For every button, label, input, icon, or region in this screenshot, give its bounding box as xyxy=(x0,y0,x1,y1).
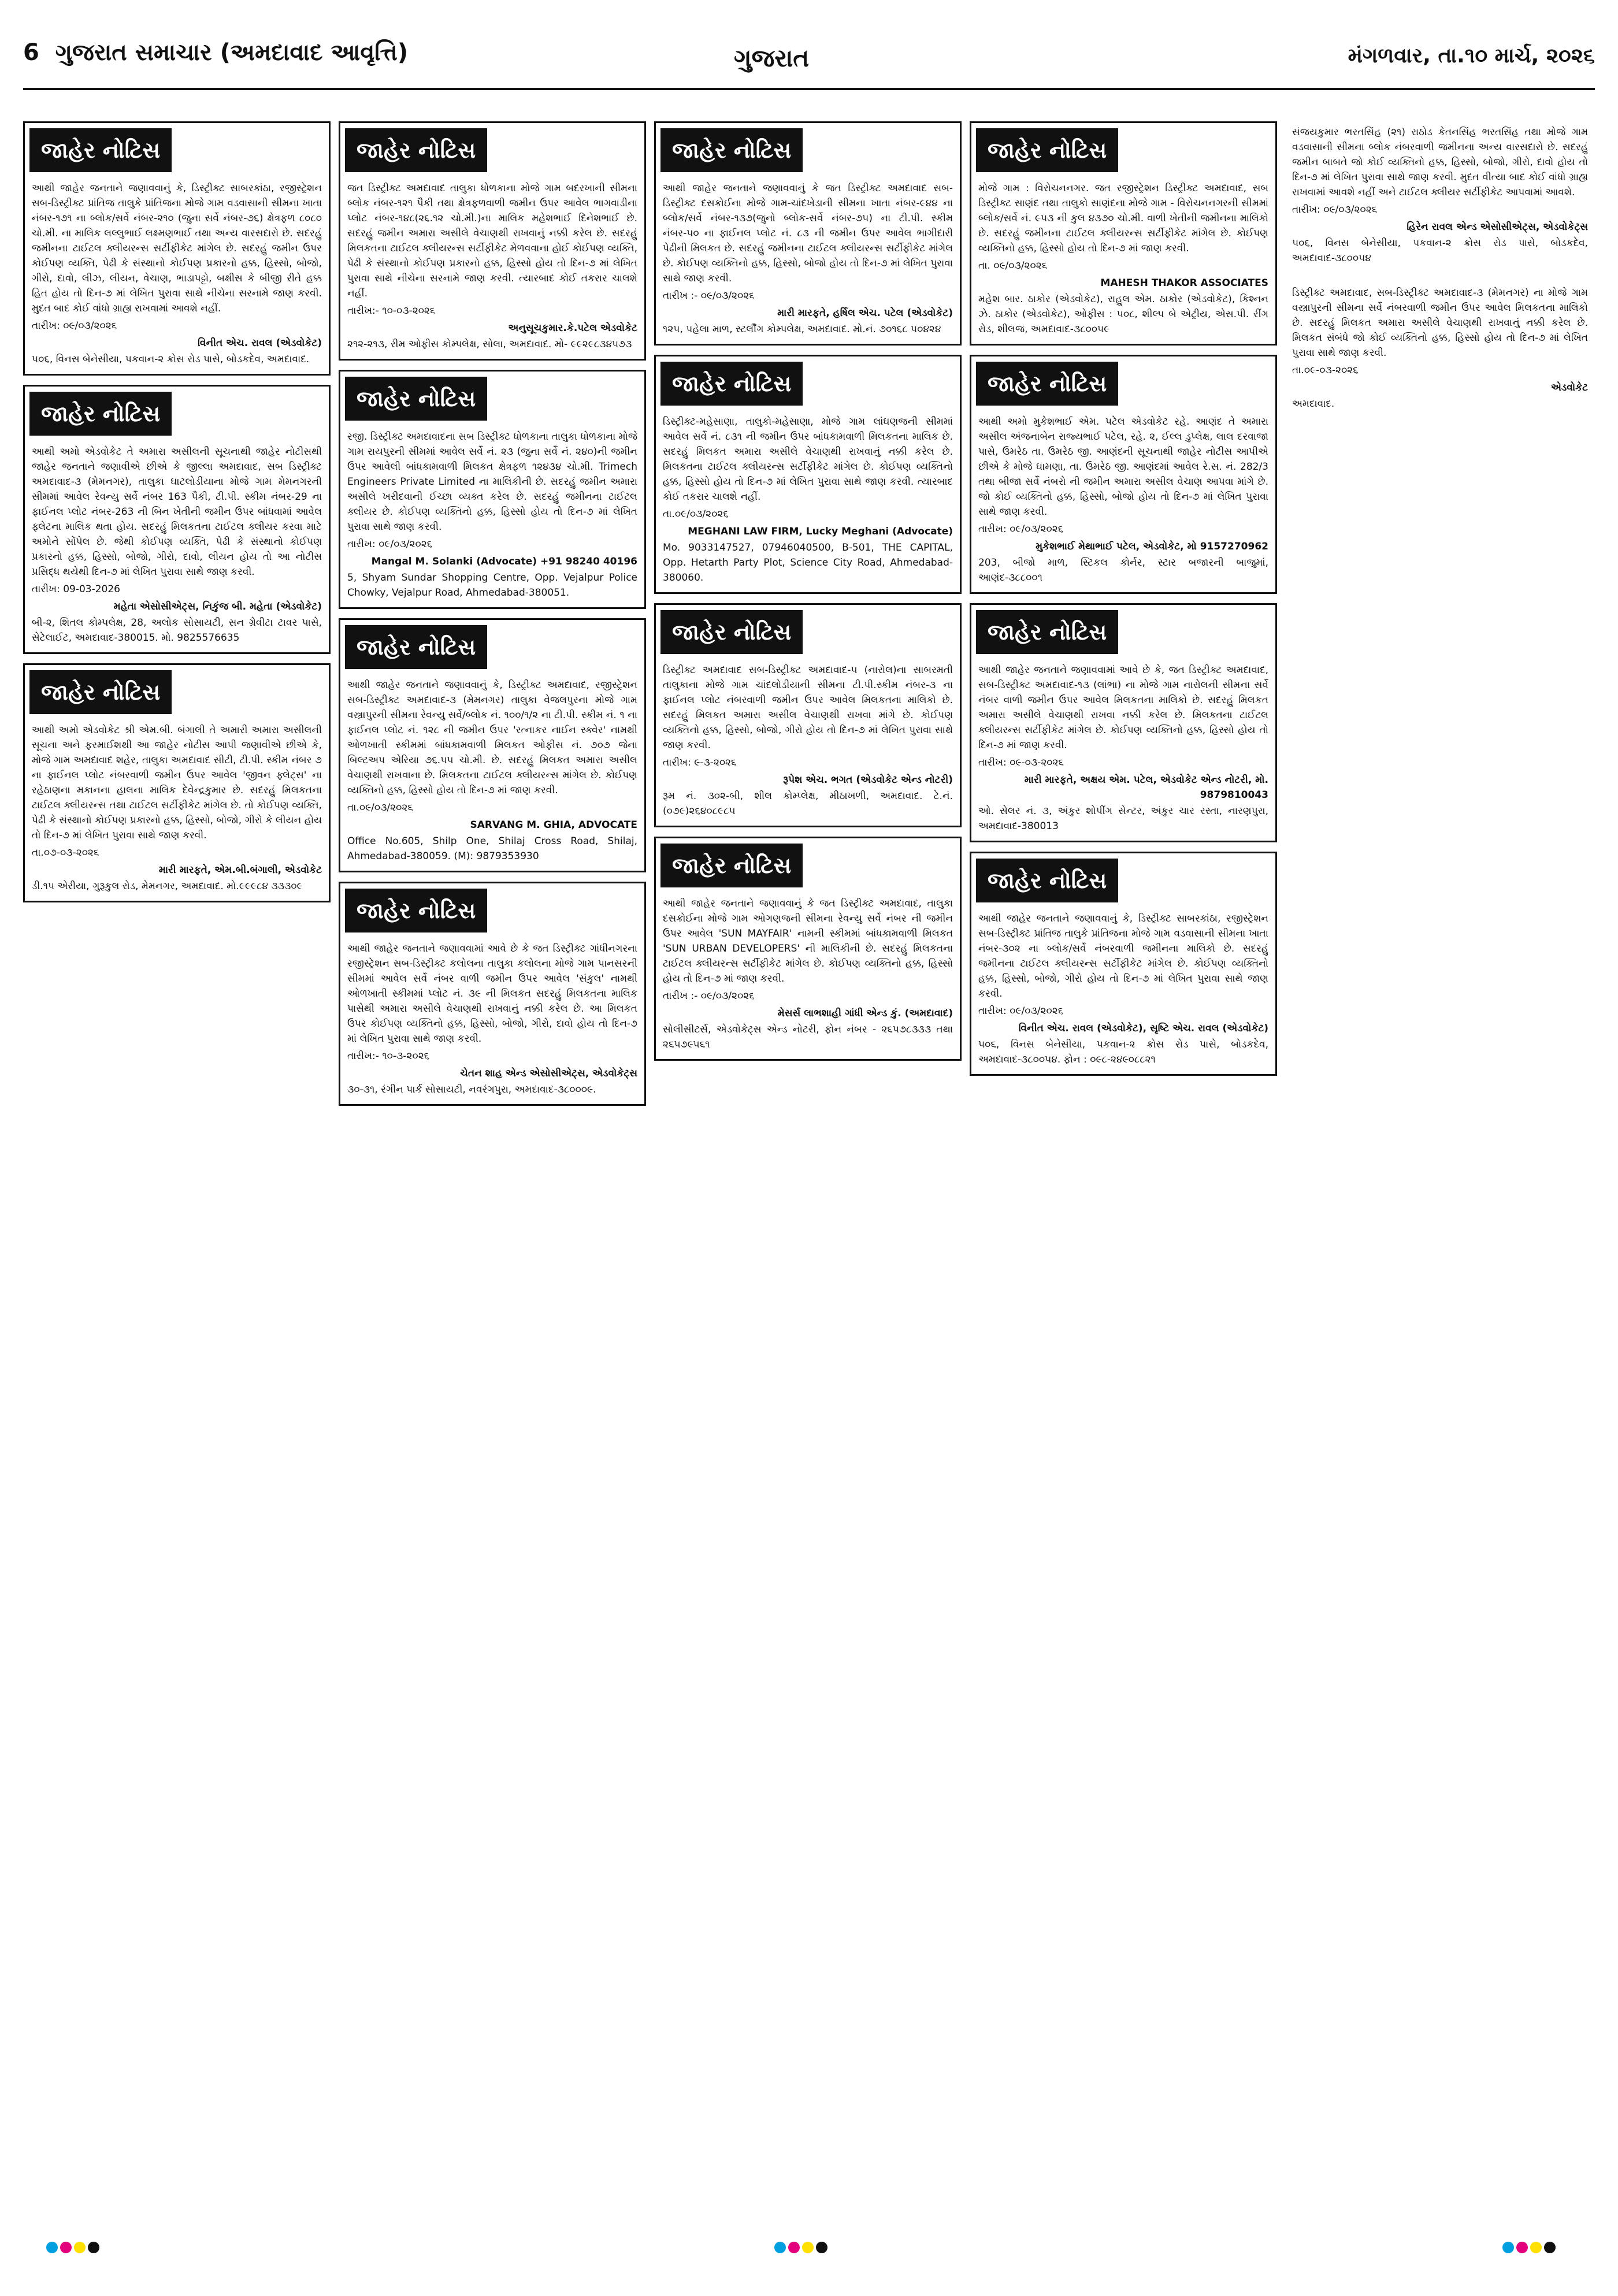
notice-date: તારીખ:- ૧૦-૦૩-૨૦૨૬ xyxy=(347,305,436,317)
column-3 xyxy=(654,121,962,2219)
notice-header xyxy=(25,387,329,441)
notice-header xyxy=(971,123,1275,177)
notice-text: જત ડિસ્ટ્રીક્ટ અમદાવાદ તાલુકા ધોળકાના મોજે ગામ બદરખાની સીમના બ્લોક નંબર-૧૨૧ પૈકી તથા ક્ષેત્રફળવાળી જમીન ઉપર આવેલ ભાગવાડીના પ્લોટ નંબર-૧૪૮(૨૬.૧૨ ચો.મી.)ના માલિક મહેશભાઈ દિનેશભાઈ છે. સદરહું જમીન અમારા અસીલે વેચાણથી રાખવાનું નક્કી કરેલ છે. સદરહું મિલકતના ટાઈટલ ક્લીયરન્સ સર્ટીફીકેટ મેળવવાના હોઈ કોઈપણ વ્યક્તિ, પેઢી કે સંસ્થાનો કોઈપણ પ્રકારનો હક્ક, હિસ્સો હોય તો દિન-૭ માં લેખિત પુરાવા સાથે નીચેના સરનામે જાણ કરવી. ત્યારબાદ કોઈ તકરાર ચાલશે નહીં. xyxy=(347,183,637,299)
newspaper-name: ગુજરાત સમાચાર (અમદાવાદ આવૃત્તિ) xyxy=(55,39,409,66)
notice-title: જાહેર નોટિસ xyxy=(976,128,1118,172)
notice-title: જાહેર નોટિસ xyxy=(660,844,803,887)
registration-dot xyxy=(88,2242,99,2253)
notice-signature: મહેતા એસોસીએટ્સ, નિકુંજ બી. મહેતા (એડવોકેટ) xyxy=(113,601,322,612)
notice-header xyxy=(340,883,644,938)
notice-body xyxy=(971,908,1275,1074)
notice-date: તારીખ: ૯-૩-૨૦૨૬ xyxy=(663,757,737,768)
notice-header xyxy=(656,605,960,659)
notice-body xyxy=(1285,121,1595,273)
notice-body xyxy=(971,177,1275,344)
notice-date: તારીખ: ૦૯/૦૩/૨૦૨૬ xyxy=(978,523,1064,535)
notice-title: જાહેર નોટિસ xyxy=(345,625,487,669)
notice-body xyxy=(656,659,960,826)
notice-body xyxy=(25,719,329,901)
notice-date: તા.૦૭-૦૩-૨૦૨૬ xyxy=(32,847,99,859)
public-notice xyxy=(339,882,646,1106)
notice-address: બી-૨, શિતલ કોમ્પલેક્ષ, 28, અલોક સોસાયટી, સન ગ્રેવીટા ટાવર પાસે, સેટેલાઈટ, અમદાવાદ-380015. મો. 9825576635 xyxy=(32,617,322,644)
notice-title: જાહેર નોટિસ xyxy=(976,362,1118,406)
notice-address: રૂમ નં. ૩૦૨-બી, શીલ કોમ્પ્લેક્ષ, મીઠાખળી, અમદાવાદ. ટે.નં.(૦૭૯)૨૬૪૦૮૯૮૫ xyxy=(663,790,953,817)
registration-dot xyxy=(816,2242,827,2253)
registration-marks-right xyxy=(1502,2242,1572,2256)
notice-header xyxy=(340,371,644,426)
notice-body xyxy=(656,177,960,344)
notice-header xyxy=(971,853,1275,908)
notice-continuation xyxy=(1285,282,1595,418)
notice-date: તારીખ: ૦૯/૦૩/૨૦૨૬ xyxy=(32,320,117,332)
public-notice xyxy=(970,603,1277,842)
public-notice xyxy=(339,618,646,872)
notice-body xyxy=(25,441,329,652)
notice-title: જાહેર નોટિસ xyxy=(345,128,487,172)
page-header xyxy=(23,35,1595,98)
notice-header xyxy=(340,620,644,674)
notice-text: આથી જાહેર જનતાને જણાવવાનું કે જત ડિસ્ટ્રીક્ટ અમદાવાદ, તાલુકા દસક્રોઈના મોજે ગામ ઓગણજની સીમના રેવન્યુ સર્વે નંબર ની જમીન ઉપર આવેલ 'SUN MAYFAIR' નામની સ્કીમમાં બાંધકામવાળી મિલકત 'SUN URBAN DEVELOPERS' ની માલિકીની છે. સદરહું મિલકતના ટાઈટલ ક્લીયરન્સ સર્ટીફીકેટ માંગેલ છે. કોઈપણ વ્યક્તિનો હક્ક, હિસ્સો હોય તો દિન-૭ માં જાણ કરવી. xyxy=(663,898,953,984)
notice-text: આથી જાહેર જનતાને જણાવવાનું કે, ડિસ્ટ્રીક્ટ સાબરકાંઠા, રજીસ્ટ્રેશન સબ-ડિસ્ટ્રીક્ટ પ્રાંતિજ તાલુકે પ્રાંતિજના મોજે ગામ વડવાસાની સીમના ખાતા નંબર-૧૭૧ ના બ્લોક/સર્વે નંબર-૨૧૦ (જુના સર્વે નંબર-૭૬) ક્ષેત્રફળ ૮૦૮૦ ચો.મી. ના માલિક લલ્લુભાઈ લક્ષ્મણભાઈ તથા અન્ય વારસદારો છે. સદરહું જમીનના ટાઈટલ ક્લીયરન્સ સર્ટીફીકેટ માંગેલ છે. સદરહું જમીન ઉપર કોઈપણ વ્યક્તિ, પેઢી કે સંસ્થાનો કોઈપણ પ્રકારનો હક્ક, હિસ્સો, બોજો, ગીરો, દાવો, લીઝ, લીયન, વેચાણ, ભાડાપટ્ટો, બક્ષીસ કે બીજી રીતે હક્ક હિત હોય તો દિન-૭ માં લેખિત પુરાવા સાથે નીચેના સરનામે જાણ કરવી. મુદત બાદ કોઈ વાંધો ગ્રાહ્ય રાખવામાં આવશે નહીં. xyxy=(32,183,322,314)
notice-title: જાહેર નોટિસ xyxy=(345,889,487,932)
column-5 xyxy=(1285,121,1595,2219)
notice-signature: અનુસૂચકુમાર.કે.પટેલ એડવોકેટ xyxy=(508,322,637,334)
notice-text: ડિસ્ટ્રીક્ટ અમદાવાદ સબ-ડિસ્ટ્રીક્ટ અમદાવાદ-૫ (નારોલ)ના સાબરમતી તાલુકાના મોજે ગામ ચાંદલોડીયાની સીમના ટી.પી.સ્કીમ નંબર-૩ ના ફાઈનલ પ્લોટ નંબરવાળી જમીન ઉપર આવેલ મિલકતના માલિકો છે. સદરહું મિલકત અમારા અસીલ વેચાણથી રાખવા માંગે છે. કોઈપણ વ્યક્તિનો હક્ક, હિસ્સો, બોજો, ગીરો હોય તો દિન-૭ માં લેખિત પુરાવા સાથે જાણ કરવી. xyxy=(663,664,953,751)
notice-body xyxy=(656,893,960,1059)
notice-body xyxy=(340,674,644,871)
notice-address: 5, Shyam Sundar Shopping Centre, Opp. Vejalpur Police Chowky, Vejalpur Road, Ahmedabad-380051. xyxy=(347,572,637,599)
notice-body xyxy=(340,426,644,607)
registration-marks-left xyxy=(46,2242,116,2256)
notice-date: તારીખ: 09-03-2026 xyxy=(32,584,120,595)
notice-signature: રૂપેશ એચ. ભગત (એડવોકેટ એન્ડ નોટરી) xyxy=(783,774,953,786)
registration-dot xyxy=(1516,2242,1528,2253)
notice-header xyxy=(971,605,1275,659)
notice-text: રજી. ડિસ્ટ્રીક્ટ અમદાવાદના સબ ડિસ્ટ્રીક્ટ ધોળકાના તાલુકા ધોળકાના મોજે ગામ રાયપુરની સીમમાં આવેલ સર્વે નં. ૨૩ (જુના સર્વે નં. ૨૪૦)ની જમીન ઉપર આવેલી બાંધકામવાળી મિલકત ક્ષેત્રફળ ૧૨૪૩૪ ચો.મી. Trimech Engineers Private Limited ના માલિકીની છે. સદરહું જમીન અમારા અસીલે ખરીદવાની ઈચ્છા વ્યક્ત કરેલ છે. સદરહું જમીનના ટાઈટલ ક્લીયર છે. કોઈપણ વ્યક્તિનો હક્ક, હિસ્સો હોય તો દિન-૭ માં લેખિત પુરાવા સાથે જાણ કરવી. xyxy=(347,431,637,533)
notice-signature: મેસર્સ લાભશાહી ગાંધી એન્ડ કું. (અમદાવાદ) xyxy=(777,1008,953,1019)
notice-signature: એડવોકેટ xyxy=(1550,382,1588,393)
registration-dot xyxy=(46,2242,58,2253)
notice-title: જાહેર નોટિસ xyxy=(976,859,1118,902)
masthead xyxy=(23,39,408,66)
notice-date: તારીખ: ૦૯/૦૩/૨૦૨૬ xyxy=(978,1005,1064,1017)
public-notice xyxy=(23,121,331,376)
notice-text: મોજે ગામ : વિરોચનનગર. જત રજીસ્ટ્રેશન ડિસ્ટ્રીક્ટ અમદાવાદ, સબ ડિસ્ટ્રીક્ટ સાણંદ તથા તાલુકો સાણંદના મોજે ગામ - વિરોચનનગરની સીમમાં બ્લોક/સર્વે નં. ૯૫૩ ની કુલ ૪૩૭૦ ચો.મી. વાળી ખેતીની જમીનના માલિકો છે. સદરહું જમીનના ટાઈટલ ક્લીયરન્સ સર્ટીફીકેટ માંગેલ છે. કોઈપણ વ્યક્તિનો હક્ક, હિસ્સો હોય તો દિન-૭ માં જાણ કરવી. xyxy=(978,183,1268,254)
notice-signature: Mangal M. Solanki (Advocate) +91 98240 40196 xyxy=(371,556,637,567)
column-4 xyxy=(970,121,1277,2219)
notice-title: જાહેર નોટિસ xyxy=(660,362,803,406)
notice-body xyxy=(25,177,329,374)
notice-address: ૫૦૬, વિનસ બેનેસીયા, પકવાન-૨ ક્રોસ રોડ પાસે, બોડકદેવ, અમદાવાદ. xyxy=(32,354,310,365)
notice-text: સંજયકુમાર ભરતસિંહ (૨૧) રાઠોડ કેતનસિંહ ભરતસિંહ તથા મોજે ગામ વડવાસાની સીમના બ્લોક નંબરવાળી જમીનના અન્ય વારસદારો છે. સદરહું જમીન બાબતે જો કોઈ વ્યક્તિનો હક્ક, હિસ્સો, બોજો, ગીરો, દાવો હોય તો દિન-૭ માં લેખિત પુરાવા સાથે જાણ કરવી. મુદત વીત્યા બાદ કોઈ વાંધો ગ્રાહ્ય રાખવામાં આવશે નહીં અને ટાઈટલ ક્લીયર સર્ટીફીકેટ આપવામાં આવશે. xyxy=(1292,127,1588,198)
notice-text: આથી જાહેર જનતાને જણાવવાનું કે, ડિસ્ટ્રીક્ટ સાબરકાંઠા, રજીસ્ટ્રેશન સબ-ડિસ્ટ્રીક્ટ પ્રાંતિજ તાલુકે પ્રાંતિજના મોજે ગામ વડવાસાની સીમના ખાતા નંબર-૩૦૨ ના બ્લોક/સર્વે નંબરવાળી જમીનના માલિકો છે. સદરહું જમીનના ટાઈટલ ક્લીયરન્સ સર્ટીફીકેટ માંગેલ છે. કોઈપણ વ્યક્તિનો હક્ક, હિસ્સો, બોજો, ગીરો હોય તો દિન-૭ માં લેખિત પુરાવા સાથે જાણ કરવી. xyxy=(978,913,1268,1000)
notice-date: તારીખ :- ૦૯/૦૩/૨૦૨૬ xyxy=(663,290,755,302)
notice-header xyxy=(656,123,960,177)
notice-signature: મારી મારફતે, એમ.બી.બંગાલી, એડવોકેટ xyxy=(158,864,322,876)
notice-date: તા.૦૯-૦૩-૨૦૨૬ xyxy=(1292,365,1359,376)
notice-title: જાહેર નોટિસ xyxy=(660,610,803,654)
public-notice xyxy=(23,663,331,902)
notice-body xyxy=(1285,282,1595,418)
notice-text: ડિસ્ટ્રીક્ટ-મહેસાણા, તાલુકો-મહેસાણા, મોજે ગામ લાંઘણજની સીમમાં આવેલ સર્વે નં. ૮૩૧ ની જમીન ઉપર બાંધકામવાળી મિલકતના માલિક છે. સદરહું મિલકત અમારા અસીલે વેચાણથી રાખવાનું નક્કી કરેલ છે. મિલકતના ટાઈટલ ક્લીયરન્સ સર્ટીફીકેટ માંગેલ છે. કોઈપણ વ્યક્તિનો હક્ક, હિસ્સો હોય તો દિન-૭ માં લેખિત પુરાવા સાથે જાણ કરવી. ત્યારબાદ કોઈ તકરાર ચાલશે નહીં. xyxy=(663,416,953,503)
notice-date: તારીખ: ૦૯/૦૩/૨૦૨૬ xyxy=(1292,204,1378,216)
public-notice xyxy=(654,121,962,345)
notice-address: સોલીસીટર્સ, એડવોકેટ્સ એન્ડ નોટરી, ફોન નંબર - ૨૬૫૭૮૩૩૩ તથા ૨૬૫૭૯૫૬૧ xyxy=(663,1024,953,1050)
registration-dot xyxy=(60,2242,72,2253)
notice-signature: MEGHANI LAW FIRM, Lucky Meghani (Advocate) xyxy=(688,526,953,537)
registration-dot xyxy=(74,2242,86,2253)
notice-address: ૫૦૬, વિનસ બેનેસીયા, પકવાન-૨ ક્રોસ રોડ પાસે, બોડકદેવ, અમદાવાદ-૩૮૦૦૫૪ xyxy=(1292,237,1588,264)
notice-text: આથી અમો મુકેશભાઈ એમ. પટેલ એડવોકેટ રહે. આણંદ તે અમારા અસીલ અંજનાબેન રાજ્યભાઈ પટેલ, રહે. ૨, ઈલ્લ ડુપ્લેક્ષ, લાલ દરવાજા પાસે, ઉમરેઠ તા. ઉમરેઠ જી. આણંદની સૂચનાથી જાહેર નોટીસ આપીએ છીએ કે મોજે ઘામણા, તા. ઉમરેઠ જી. આણંદમાં આવેલ રે.સ. નં. 282/3 તથા બીજા સર્વે નંબરો ની જમીન અમારા અસીલ વેચાણ આપવા માંગે છે. જો કોઈ વ્યક્તિનો હક્ક, હિસ્સો, બોજો હોય તો દિન-૭ માં લેખિત પુરાવા સાથે જાણ કરવી. xyxy=(978,416,1268,518)
public-notice xyxy=(339,121,646,361)
notice-body xyxy=(340,177,644,359)
registration-dot xyxy=(1530,2242,1542,2253)
notice-address: ૫૦૬, વિનસ બેનેસીયા, પકવાન-૨ ક્રોસ રોડ પાસે, બોડકદેવ, અમદાવાદ-૩૮૦૦૫૪. ફોન : ૦૯૮-૨૪૯૦૮૮૨૧ xyxy=(978,1039,1268,1065)
notice-address: મહેશ બાર. ઠાકોર (એડવોકેટ), રાહુલ એમ. ઠાકોર (એડવોકેટ), કિશ્નન ઝે. ઠાકોર (એડવોકેટ), ઓફીસ : ૫૦૮, શીલ્પ બે એટ્રીય, એસ.પી. રીંગ રોડ, શીલજ, અમદાવાદ-૩૮૦૦૫૯ xyxy=(978,293,1268,335)
registration-dot xyxy=(1502,2242,1514,2253)
notice-body xyxy=(340,938,644,1104)
notice-signature: મારી મારફતે, અક્ષય એમ. પટેલ, એડવોકેટ એન્ડ નોટરી, મો. 9879810043 xyxy=(1024,774,1268,801)
notice-date: તારીખ: ૦૯/૦૩/૨૦૨૬ xyxy=(347,538,433,550)
notice-signature: મારી મારફતે, હર્ષિલ એચ. પટેલ (એડવોકેટ) xyxy=(777,307,953,319)
public-notice xyxy=(654,603,962,827)
registration-dot xyxy=(802,2242,814,2253)
notice-date: તા.૦૯/૦૩/૨૦૨૬ xyxy=(663,508,729,520)
notice-text: આથી જાહેર જનતાને જણાવવાનું કે જત ડિસ્ટ્રીક્ટ અમદાવાદ સબ-ડિસ્ટ્રીક્ટ દસક્રોઈના મોજે ગામ-ચાંદખેડાની સીમના ખાતા નંબર-૯૪૪ ના બ્લોક/સર્વે નંબર-૧૩૭(જુનો બ્લોક-સર્વે નંબર-૭૫) ના ટી.પી. સ્કીમ નંબર-૫૦ ના ફાઈનલ પ્લોટ નં. ૮૩ ની જમીન ઉપર આવેલ ભાગીદારી પેઢીની મિલકત છે. સદરહું જમીનના ટાઈટલ ક્લીયરન્સ સર્ટીફીકેટ માંગેલ છે. કોઈપણ વ્યક્તિનો હક્ક, હિસ્સો, બોજો હોય તો દિન-૭ માં લેખિત પુરાવા સાથે જાણ કરવી. xyxy=(663,183,953,284)
notice-date: તારીખ: ૦૯-૦૩-૨૦૨૬ xyxy=(978,757,1064,768)
dateline: મંગળવાર, તા.૧૦ માર્ચ, ૨૦૨૬ xyxy=(1348,44,1595,68)
notice-date: તારીખ:- ૧૦-૩-૨૦૨૬ xyxy=(347,1050,430,1062)
notice-address: ૨૧૨-૨૧૩, રીમ ઓફીસ કોમ્પલેક્ષ, સોલા, અમદાવાદ. મો- ૯૯૨૯૮૩૪૫૭૩ xyxy=(347,339,632,350)
notice-body xyxy=(971,659,1275,841)
notice-body xyxy=(971,411,1275,592)
notice-signature: વિનીત એચ. રાવલ (એડવોકેટ) xyxy=(198,337,322,349)
public-notice xyxy=(654,355,962,594)
notice-header xyxy=(656,838,960,893)
notice-signature: વિનીત એચ. રાવલ (એડવોકેટ), સૃષ્ટિ એચ. રાવલ (એડવોકેટ) xyxy=(1018,1023,1268,1034)
notice-header xyxy=(25,123,329,177)
public-notice xyxy=(339,370,646,609)
notice-title: જાહેર નોટિસ xyxy=(976,610,1118,654)
notice-date: તા. ૦૯/૦૩/૨૦૨૬ xyxy=(978,260,1048,272)
notice-text: ડિસ્ટ્રીક્ટ અમદાવાદ, સબ-ડિસ્ટ્રીક્ટ અમદાવાદ-૩ (મેમનગર) ના મોજે ગામ વસ્ત્રાપુરની સીમના સર્વે નંબરવાળી જમીન ઉપર આવેલ મિલકતના માલિકો છે. સદરહું મિલકત અમારા અસીલે વેચાણથી રાખવાનું નક્કી કરેલ છે. મિલકત સંબંધે જો કોઈ વ્યક્તિનો હક્ક, હિસ્સો હોય તો દિન-૭ માં લેખિત પુરાવા સાથે જાણ કરવી. xyxy=(1292,287,1588,359)
notice-title: જાહેર નોટિસ xyxy=(345,377,487,421)
notice-address: ૧૨૫, પહેલા માળ, સ્ટર્લીંગ કોમ્પલેક્ષ, અમદાવાદ. મો.નં. ૭૦૧૬૮ ૫૦૪૨૪ xyxy=(663,324,941,335)
notice-signature: SARVANG M. GHIA, ADVOCATE xyxy=(470,819,637,831)
notice-text: આથી અમો એડવોકેટ તે અમારા અસીલની સૂચનાથી જાહેર નોટીસથી જાહેર જનતાને જણાવીએ છીએ કે જીલ્લા અમદાવાદ, સબ ડિસ્ટ્રીક્ટ અમદાવાદ-૩ (મેમનગર), તાલુકા ઘાટલોડીયાના મોજે ગામ મેમનગરની સીમમાં આવેલ રેવન્યુ સર્વે નંબર 163 પૈકી, ટી.પી. સ્કીમ નંબર-29 ના ફાઈનલ પ્લોટ નંબર-263 ની બિન ખેતીની જમીન ઉપર બાંધવામાં આવેલ ફ્લેટના માલિક થતા હોય. સદરહું મિલકતના ટાઈટલ ક્લીયર કરવા માટે અમોને સોંપેલ છે. જેથી કોઈપણ વ્યક્તિ, પેઢી કે સંસ્થાનો કોઈપણ પ્રકારનો હક્ક, હિસ્સો, બોજો, ગીરો, દાવો, લીયન હોય તો આ નોટીસ પ્રસિદ્ધ થયેથી દિન-૭ માં લેખિત પુરાવા સાથે જાણ કરવી. xyxy=(32,446,322,578)
notice-date: તા.૦૯/૦૩/૨૦૨૬ xyxy=(347,802,413,813)
notice-text: આથી અમો એડવોકેટ શ્રી એમ.બી. બંગાલી તે અમારી અમારા અસીલની સૂચના અને ફરમાઈશથી આ જાહેર નોટીસ આપી જણાવીએ છીએ કે, મોજે ગામ અમદાવાદ શહેર, તાલુકા અમદાવાદ સીટી, ટી.પી. સ્કીમ નંબર ૭ ના ફાઈનલ પ્લોટ નંબરવાળી જમીન ઉપર આવેલ 'જીવન ફ્લેટ્સ' ના રહેઠાણના મકાનના હાલના માલિક દેવેન્દ્રકુમાર છે. સદરહું મિલકતના ટાઈટલ ક્લીયરન્સ તથા ટાઈટલ સર્ટીફીકેટ માંગેલ છે. તો કોઈપણ વ્યક્તિ, પેઢી કે સંસ્થાનો કોઈપણ પ્રકારનો હક્ક, હિસ્સો, બોજો, ગીરો કે લીયન હોય તો દિન-૭ માં લેખિત પુરાવા સાથે જાણ કરવી. xyxy=(32,725,322,841)
notice-address: 203, બીજો માળ, સ્ટિકલ કોર્નર, સ્ટાર બજારની બાજુમાં, આણંદ-૩૮૮૦૦૧ xyxy=(978,557,1268,584)
notice-continuation xyxy=(1285,121,1595,273)
public-notice xyxy=(970,121,1277,345)
notice-address: ૩૦-૩૧, રંગીન પાર્ક સોસાયટી, નવરંગપુરા, અમદાવાદ-૩૮૦૦૦૯. xyxy=(347,1084,596,1095)
notice-title: જાહેર નોટિસ xyxy=(29,670,172,714)
registration-dot xyxy=(788,2242,800,2253)
column-2 xyxy=(339,121,646,2219)
notice-header xyxy=(25,665,329,719)
page-number: 6 xyxy=(23,39,39,66)
registration-dot xyxy=(1544,2242,1556,2253)
notice-signature: મુકેશભાઈ મેથાભાઈ પટેલ, એડવોકેટ, મો 9157270962 xyxy=(1036,541,1268,552)
public-notice xyxy=(654,837,962,1061)
notice-header xyxy=(971,356,1275,411)
notice-address: Mo. 9033147527, 07946040500, B-501, THE CAPITAL, Opp. Hetarth Party Plot, Science City Road, Ahmedabad-380060. xyxy=(663,542,953,584)
public-notice xyxy=(970,852,1277,1076)
registration-marks-center xyxy=(774,2242,844,2256)
notice-address: અમદાવાદ. xyxy=(1292,398,1335,410)
notice-title: જાહેર નોટિસ xyxy=(29,128,172,172)
notice-text: આથી જાહેર જનતાને જણાવવામાં આવે છે કે જત ડિસ્ટ્રીક્ટ ગાંધીનગરના રજીસ્ટ્રેશન સબ-ડિસ્ટ્રીક્ટ કલોલના તાલુકા કલોલના મોજે ગામ પાનસરની સીમમાં આવેલ સર્વે નંબર વાળી જમીન ઉપર આવેલ 'સંકુલ' નામથી ઓળખાતી સ્કીમમાં પ્લોટ નં. ૩૯ ની મિલકત સદરહું મિલકતના માલિક પાસેથી અમારા અસીલે વેચાણથી રાખવાનું નક્કી કરેલ છે. આ મિલકત ઉપર કોઈપણ વ્યક્તિનો હક્ક, હિસ્સો, બોજો, ગીરો, દાવો હોય તો દિન-૭ માં લેખિત પુરાવા સાથે જાણ કરવી. xyxy=(347,943,637,1045)
notice-text: આથી જાહેર જનતાને જણાવવામાં આવે છે કે, જત ડિસ્ટ્રીક્ટ અમદાવાદ, સબ-ડિસ્ટ્રીક્ટ અમદાવાદ-૧૩ (લાંભા) ના મોજે ગામ નારોલની સીમના સર્વે નંબર વાળી જમીન ઉપર આવેલ મિલકતના માલિકો છે. સદરહું મિલકત અમારા અસીલે વેચાણથી રાખવા નક્કી કરેલ છે. મિલકતના ટાઈટલ ક્લીયરન્સ સર્ટીફીકેટ માંગેલ છે. કોઈપણ વ્યક્તિનો હક્ક, હિસ્સો હોય તો દિન-૭ માં જાણ કરવી. xyxy=(978,664,1268,751)
public-notice xyxy=(970,355,1277,594)
header-rule xyxy=(23,88,1595,90)
notice-title: જાહેર નોટિસ xyxy=(660,128,803,172)
notice-title: જાહેર નોટિસ xyxy=(29,392,172,436)
notice-header xyxy=(340,123,644,177)
notice-address: ડી.૧૫ એરીયા, ગુરૂકુલ રોડ, મેમનગર, અમદાવાદ. મો.૯૯૯૮૪ ૩૩૩૦૯ xyxy=(32,880,303,892)
notice-header xyxy=(656,356,960,411)
notice-date: તારીખ :- ૦૯/૦૩/૨૦૨૬ xyxy=(663,990,755,1002)
notice-signature: MAHESH THAKOR ASSOCIATES xyxy=(1100,277,1268,289)
notice-address: ઓ. સેલર નં. ૩, અંકુર શોપીંગ સેન્ટર, અંકુર ચાર રસ્તા, નારણપુરા, અમદાવાદ-380013 xyxy=(978,805,1268,832)
public-notice xyxy=(23,385,331,654)
registration-dot xyxy=(774,2242,786,2253)
notice-signature: ચેતન શાહ એન્ડ એસોસીએટ્સ, એડવોકેટ્સ xyxy=(460,1068,637,1079)
notice-address: Office No.605, Shilp One, Shilaj Cross Road, Shilaj, Ahmedabad-380059. (M): 9879353930 xyxy=(347,835,637,862)
notice-body xyxy=(656,411,960,592)
section-title: ગુજરાત xyxy=(734,44,810,72)
column-1 xyxy=(23,121,331,2219)
notice-signature: હિરેન રાવલ એન્ડ એસોસીએટ્સ, એડવોકેટ્સ xyxy=(1407,221,1588,233)
notice-text: આથી જાહેર જનતાને જણાવવાનું કે, ડિસ્ટ્રીક્ટ અમદાવાદ, રજીસ્ટ્રેશન સબ-ડિસ્ટ્રીક્ટ અમદાવાદ-૩ (મેમનગર) તાલુકા વેજલપુરના મોજે ગામ વસ્ત્રાપુરની સીમના રેવન્યુ સર્વે/બ્લોક નં. ૧૦૦/૧/૨ ના ટી.પી. સ્કીમ નં. ૧ ના ફાઈનલ પ્લોટ નં. ૧૨૮ ની જમીન ઉપર 'રત્નાકર નાઈન સ્ક્વેર' નામથી ઓળખાતી સ્કીમમાં બાંધકામવાળી મિલકત ઓફીસ નં. ૭૦૭ જેના બિલ્ટઅપ એરિયા ૭૬.૫૫ ચો.મી. છે. સદરહું મિલકત અમારા અસીલ વેચાણથી રાખવાના છે. મિલકતના ટાઈટલ ક્લીયરન્સ માંગેલ છે. કોઈપણ વ્યક્તિનો હક્ક, હિસ્સો હોય તો દિન-૭ માં જાણ કરવી. xyxy=(347,679,637,796)
